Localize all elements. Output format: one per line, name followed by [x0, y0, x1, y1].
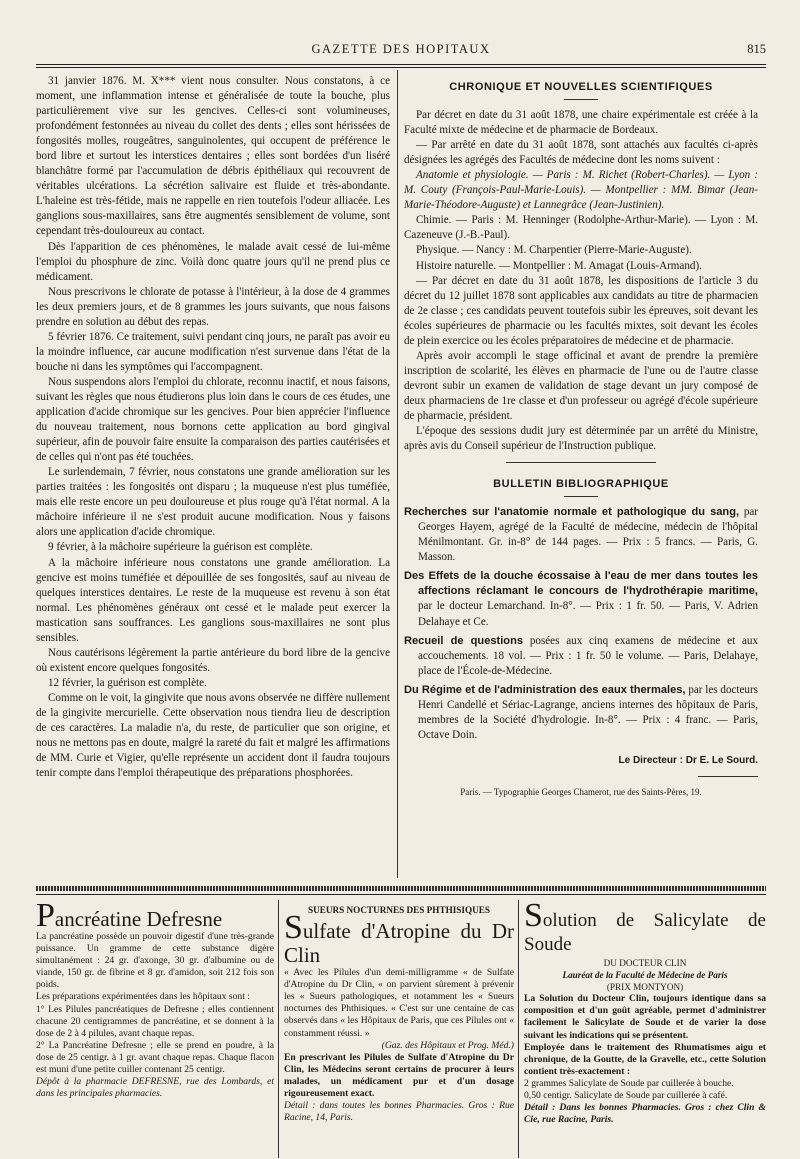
entry-text: par le docteur Lemarchand. In-8°. — Prix : 1 fr. 50. — Paris, V. Adrien Delahaye et Ce.	[418, 600, 758, 628]
imprint-line: Paris. — Typographie Georges Chamerot, rue des Saints-Pères, 19.	[460, 786, 702, 797]
entry-title: Recherches sur l'anatomie normale et pathologique du sang,	[404, 506, 740, 519]
entry-title: Des Effets de la douche écossaise à l'eau de mer dans toutes les affections réclamant le concours de l'hydrothérapie maritime,	[404, 570, 758, 598]
ad-paragraph: Employée dans le traitement des Rhumatismes aigu et chronique, de la Goutte, de la Gravelle, etc., cette Solution contient très-exactement :	[524, 1041, 766, 1077]
ad-salicylate-soude	[524, 897, 766, 1126]
ad-sulfate-atropine	[284, 904, 514, 1124]
paragraph: Comme on le voit, la gingivite que nous avons observée ne diffère nullement de la gingivite mercurielle. Cette observation nous tiendra lieu de description de ces caractères. La maladie n'a, du reste, de particulier que son origine, et nous ne mettons pas en doute, malgré la rareté du fait et malgré les affirmations de MM. Curie et Vigier, qu'elle représente un accident dont il faudra toujours tenir compte dans l'emploi thérapeutique des préparations phosphorées.	[36, 691, 390, 780]
bibliography-entry	[404, 683, 758, 743]
column-divider	[397, 70, 398, 878]
section-rule	[564, 99, 598, 100]
ad-divider	[278, 900, 279, 1158]
paragraph: L'époque des sessions dudit jury est déterminée par un arrêté du Ministre, après avis du Conseil supérieur de l'Instruction publique.	[404, 425, 758, 453]
chronique-title: CHRONIQUE ET NOUVELLES SCIENTIFIQUES	[449, 81, 713, 93]
page-header	[36, 42, 766, 60]
ad-paragraph: 0,50 centigr. Salicylate de Soude par cuillerée à café.	[524, 1090, 728, 1102]
ad-title	[36, 897, 274, 934]
paragraph: Nous suspendons alors l'emploi du chlorate, reconnu inactif, et nous faisons, suivant les règles que nous étudierons plus loin dans le cours de ces études, une application d'acide chromique sur les gencives. Pour bien apprécier l'influence du nouveau traitement, nous bornons cette application au bord gingival supérieur, afin de pouvoir faire ensuite la comparaison des parties cautérisées et de celles qui n'ont pas été touchées.	[36, 375, 390, 464]
header-rule-2	[36, 67, 766, 68]
bulletin-title: BULLETIN BIBLIOGRAPHIQUE	[493, 478, 669, 491]
paragraph: A la mâchoire inférieure nous constatons une grande amélioration. La gencive est moins tuméfiée et dépouillée de ses fongosités, sauf au niveau de quelques interstices dentaires. Le reste de la muqueuse est revenu à son état normal. Les phénomènes généraux ont cessé et le malade peut exercer la mastication sans souffrances. Les ganglions sous-maxillaires ne sont plus sensibles.	[36, 556, 390, 644]
entry-title: Du Régime et de l'administration des eaux thermales,	[404, 683, 686, 696]
ornament-rule	[506, 462, 656, 463]
ad-paragraph: Détail : Dans les bonnes Pharmacies. Gros : chez Clin & Cie, rue Racine, Paris.	[524, 1102, 766, 1126]
header-rule	[36, 64, 766, 65]
signature-rule	[698, 776, 758, 777]
ad-divider	[518, 900, 519, 1158]
ad-paragraph: La Solution du Docteur Clin, toujours identique dans sa composition et d'un goût agréable, permet d'administrer facilement le Salicylate de Soude et de varier la dose suivant les indications qui se présentent.	[524, 993, 766, 1041]
paragraph: Nous cautérisons légèrement la partie antérieure du bord libre de la gencive où existent encore quelques fongosités.	[36, 646, 390, 674]
ads-separator-band	[36, 886, 766, 891]
paragraph: 9 février, à la mâchoire supérieure la guérison est complète.	[48, 541, 313, 554]
ad-title-rest: ancréatine Defresne	[54, 907, 223, 931]
bibliography-list	[404, 505, 758, 743]
director-signature: Le Directeur : Dr E. Le Sourd.	[618, 754, 758, 766]
paragraph: Chimie. — Paris : M. Henninger (Rodolphe-Arthur-Marie). — Lyon : M. Cazeneuve (J.-B.-Paul).	[404, 214, 758, 242]
ad-paragraph: Dépôt à la pharmacie DEFRESNE, rue des Lombards, et dans les principales pharmacies.	[36, 1076, 274, 1100]
bibliography-entry	[404, 505, 758, 565]
ad-paragraph: (Gaz. des Hôpitaux et Prog. Méd.)	[381, 1039, 514, 1051]
paragraph: 5 février 1876. Ce traitement, suivi pendant cinq jours, ne paraît pas avoir eu la moindre influence, car aucune modification n'est survenue dans l'état de la bouche ni dans les symptômes qui l'accompagnent.	[36, 330, 390, 373]
paragraph: Nous prescrivons le chlorate de potasse à l'intérieur, à la dose de 4 grammes les deux premiers jours, et de 8 grammes les jours suivants, que nous faisons prendre en solution au début des repas.	[36, 285, 390, 328]
ads-rule	[36, 894, 766, 895]
paragraph: Histoire naturelle. — Montpellier : M. Amagat (Louis-Armand).	[416, 259, 702, 272]
journal-title: GAZETTE DES HOPITAUX	[311, 42, 491, 56]
ad-subtitle: Lauréat de la Faculté de Médecine de Paris	[562, 970, 728, 981]
ad-paragraph: Détail : dans toutes les bonnes Pharmacies. Gros : Rue Racine, 14, Paris.	[284, 1100, 514, 1124]
ad-paragraph: 2° La Pancréatine Defresne ; elle se prend en poudre, à la dose de 25 centigr. à 1 gr. avant chaque repas. Chaque flacon est muni d'une petite cuiller contenant 25 centigr.	[36, 1039, 274, 1076]
paragraph: — Par décret en date du 31 août 1878, les dispositions de l'article 3 du décret du 12 juillet 1878 sont applicables aux candidats au titre de pharmacien de 2e classe ; ces candidats peuvent toutefois subir les épreuves, soit devant les écoles supérieures de pharmacie ou les facultés mixtes, soit devant les écoles de plein exercice ou les écoles préparatoires de médecine et de pharmacie.	[404, 274, 758, 347]
paragraph: Après avoir accompli le stage officinal et avant de prendre la première inscription de scolarité, les élèves en pharmacie de l'une ou de l'autre classe devront subir un examen de validation de stage devant un jury composé de deux pharmaciens de 1re classe et d'un professeur ou agrégé d'école supérieure de pharmacie, président.	[404, 349, 758, 422]
paragraph: 31 janvier 1876. M. X*** vient nous consulter. Nous constatons, à ce moment, une inflammation intense et généralisée de toute la bouche, plus particulièrement vive sur les gencives. Celles-ci sont volumineuses, profondément festonnées au niveau du collet des dents ; elles sont hérissées de fongosités molles, rougeâtres, sanguinolentes, qui occupent de préférence le bord libre et surtout les interstices dentaires ; elles sont bordées d'un liséré blanchâtre formé par l'accumulation de débris épithéliaux qui recouvrent de véritables ulcérations. La sécrétion salivaire est fluide et très-abondante. L'haleine est très-fétide, mais ne rappelle en rien toutefois l'odeur alliacée. Les ganglions sous-maxillaires, sans être augmentés sensiblement de volume, sont cependant très-douloureux au contact.	[36, 75, 390, 238]
ad-title-rest: ulfate d'Atropine du Dr Clin	[284, 919, 514, 968]
bibliography-entry	[404, 569, 758, 629]
entry-text: par les docteurs Henri Candellé et Sériac-Lagrange, anciens internes des hôpitaux de Paris, membres de la Société d'hydrologie. In-8°. — Prix : 4 franc. — Paris, Octave Doin.	[418, 683, 758, 741]
entry-text: par Georges Hayem, agrégé de la Faculté de médecine, médecin de l'hôpital Ménilmontant. Gr. in-8° de 144 pages. — Prix : 5 francs. — Paris, G. Masson.	[418, 506, 758, 564]
ad-title-initial: S	[284, 909, 303, 947]
paragraph: Par décret en date du 31 août 1878, une chaire expérimentale est créée à la Faculté mixte de médecine et de pharmacie de Bordeaux.	[404, 109, 758, 137]
ad-title-rest: olution de Salicylate de Soude	[524, 910, 766, 955]
ad-paragraph: En prescrivant les Pilules de Sulfate d'Atropine du Dr Clin, les Médecins seront certains de procurer à leurs malades, un médicament pur et d'un dosage rigoureusement exact.	[284, 1051, 514, 1100]
ad-subtitle: (PRIX MONTYON)	[606, 982, 684, 993]
article-column-right	[404, 80, 758, 800]
paragraph: 12 février, la guérison est complète.	[48, 676, 207, 689]
bibliography-entry	[404, 634, 758, 679]
ad-kicker: SUEURS NOCTURNES DES PHTHISIQUES	[307, 905, 490, 915]
paragraph: — Par arrêté en date du 31 août 1878, sont attachés aux facultés ci-après désignées les agrégés des Facultés de médecine dont les noms suivent :	[404, 139, 758, 167]
ad-paragraph: 2 grammes Salicylate de Soude par cuillerée à bouche.	[524, 1077, 734, 1089]
paragraph: Physique. — Nancy : M. Charpentier (Pierre-Marie-Auguste).	[416, 244, 692, 257]
page-number: 815	[747, 42, 766, 56]
entry-text: posées aux cinq examens de médecine et aux accouchements. 18 vol. — Prix : 1 fr. 50 le volume. — Paris, Delahaye, place de l'École-de-Médecine.	[418, 634, 758, 677]
ad-paragraph: La pancréatine possède un pouvoir digestif d'une très-grande puissance. Un gramme de cette substance digère simultanément : 24 gr. d'axonge, 30 gr. d'albumine ou de viande, 150 gr. de fibrine et 8 gr. d'amidon, soit 212 fois son poids.	[36, 931, 274, 991]
paragraph: Le surlendemain, 7 février, nous constatons une grande amélioration sur les parties traitées : les fongosités ont disparu ; la muqueuse n'est plus tuméfiée, mais elle reste encore un peu douloureuse et plus rouge qu'à l'état normal. A la mâchoire inférieure il ne s'est produit aucune modification. Nous y faisons alors une application d'acide chromique.	[36, 466, 390, 539]
entry-title: Recueil de questions	[404, 634, 524, 647]
ad-pancreatine	[36, 897, 274, 1100]
paragraph: Dès l'apparition de ces phénomènes, le malade avait cessé de lui-même l'emploi du phosphure de zinc. Voilà donc quatre jours qu'il ne prend plus ce médicament.	[36, 240, 390, 283]
ad-subtitle: DU DOCTEUR CLIN	[603, 958, 687, 968]
ad-title-initial: S	[524, 897, 543, 934]
ad-paragraph: « Avec les Pilules d'un demi-milligramme « de Sulfate d'Atropine du Dr Clin, « on parvient sûrement à prévenir les « Sueurs pathologiques, et notamment les « Sueurs nocturnes des Phthisiques. « C'est sur une centaine de cas observés dans « les Hôpitaux de Paris, que ces Pilules ont « constamment réussi. »	[284, 967, 514, 1039]
ad-paragraph: 1° Les Pilules pancréatiques de Defresne ; elles contiennent chacune 20 centigrammes de pancréatine, et se donnent à la dose de 2 à 4 pilules, avant chaque repas.	[36, 1003, 274, 1039]
ad-title	[524, 897, 766, 957]
section-rule	[564, 496, 598, 497]
article-column-left	[36, 74, 390, 781]
paragraph: Anatomie et physiologie. — Paris : M. Richet (Robert-Charles). — Lyon : M. Couty (François-Paul-Marie-Louis). — Montpellier : MM. Bimar (Jean-Marie-Théodore-Auguste) et Lannegrâce (Jean-Justinien).	[404, 169, 758, 212]
ad-paragraph: Les préparations expérimentées dans les hôpitaux sont :	[36, 991, 250, 1003]
ad-title-initial: P	[36, 897, 55, 934]
